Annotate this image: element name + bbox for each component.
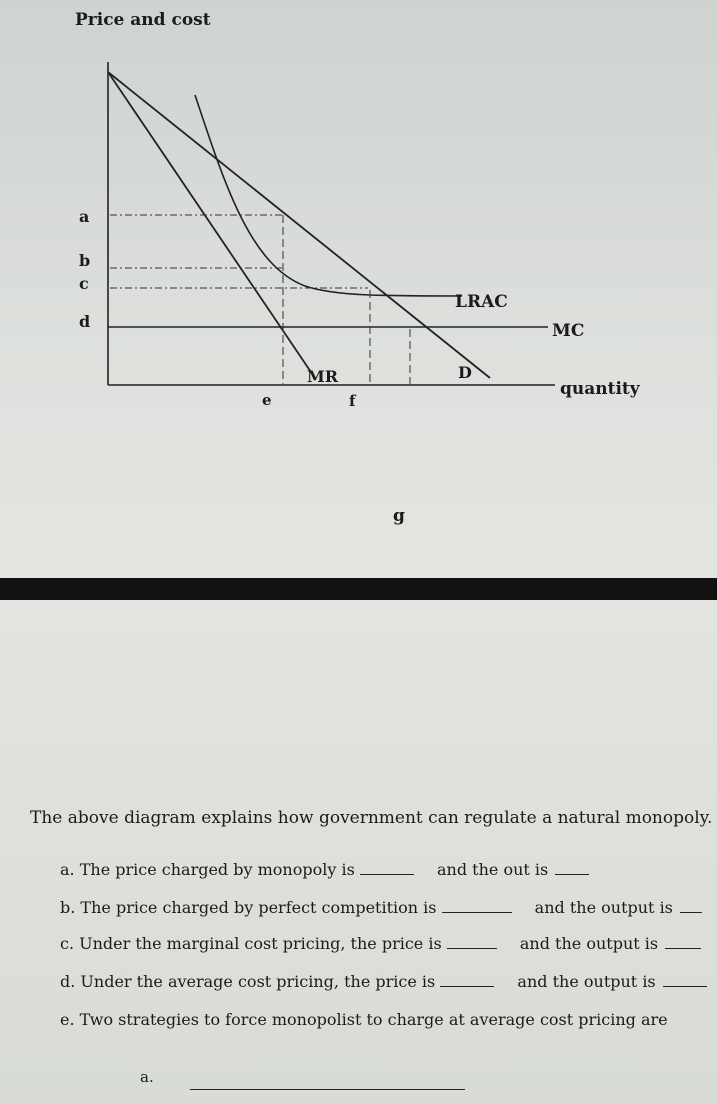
- answer-blank-d-price[interactable]: [440, 972, 494, 987]
- question-b-text: b. The price charged by perfect competition is: [60, 898, 437, 917]
- answer-blank-c-price[interactable]: [447, 934, 497, 949]
- question-b: [60, 898, 702, 917]
- question-e-sub-a: a.: [140, 1068, 154, 1086]
- price-label-d: d: [79, 312, 91, 331]
- demand-label: D: [458, 363, 472, 382]
- question-c: [60, 934, 701, 953]
- answer-blank-c-output[interactable]: [665, 934, 701, 949]
- question-a-text: a. The price charged by monopoly is: [60, 860, 355, 879]
- price-label-c: c: [79, 274, 89, 293]
- stray-label-g: g: [393, 506, 405, 526]
- answer-blank-d-output[interactable]: [663, 972, 707, 987]
- mr-curve: [108, 72, 315, 378]
- question-intro: The above diagram explains how government can regulate a natural monopoly.: [30, 808, 713, 828]
- page-separator: [0, 578, 717, 600]
- price-label-a: a: [79, 207, 90, 226]
- mc-label: MC: [552, 321, 585, 341]
- price-label-b: b: [79, 251, 91, 270]
- lrac-label: LRAC: [455, 292, 508, 312]
- question-d: [60, 972, 707, 991]
- mr-label: MR: [307, 367, 339, 386]
- question-c-text2: and the output is: [519, 934, 659, 953]
- quantity-label-f: f: [349, 392, 356, 410]
- diagram-title: Price and cost: [75, 10, 211, 30]
- answer-blank-a-price[interactable]: [360, 860, 414, 875]
- question-e: e. Two strategies to force monopolist to charge at average cost pricing are: [60, 1010, 668, 1029]
- answer-line-e-a[interactable]: [190, 1089, 465, 1090]
- answer-blank-a-output[interactable]: [555, 860, 589, 875]
- question-d-text: d. Under the average cost pricing, the price is: [60, 972, 436, 991]
- answer-blank-b-price[interactable]: [442, 898, 512, 913]
- lrac-curve: [195, 95, 462, 296]
- question-a: [60, 860, 589, 879]
- quantity-label-e: e: [262, 391, 272, 409]
- answer-blank-b-output[interactable]: [680, 898, 702, 913]
- question-d-text2: and the output is: [517, 972, 656, 991]
- question-b-text2: and the output is: [534, 898, 673, 917]
- question-c-text: c. Under the marginal cost pricing, the price is: [60, 934, 442, 953]
- question-a-text2: and the out is: [437, 860, 549, 879]
- x-axis-label: quantity: [560, 379, 640, 399]
- demand-curve: [108, 72, 490, 378]
